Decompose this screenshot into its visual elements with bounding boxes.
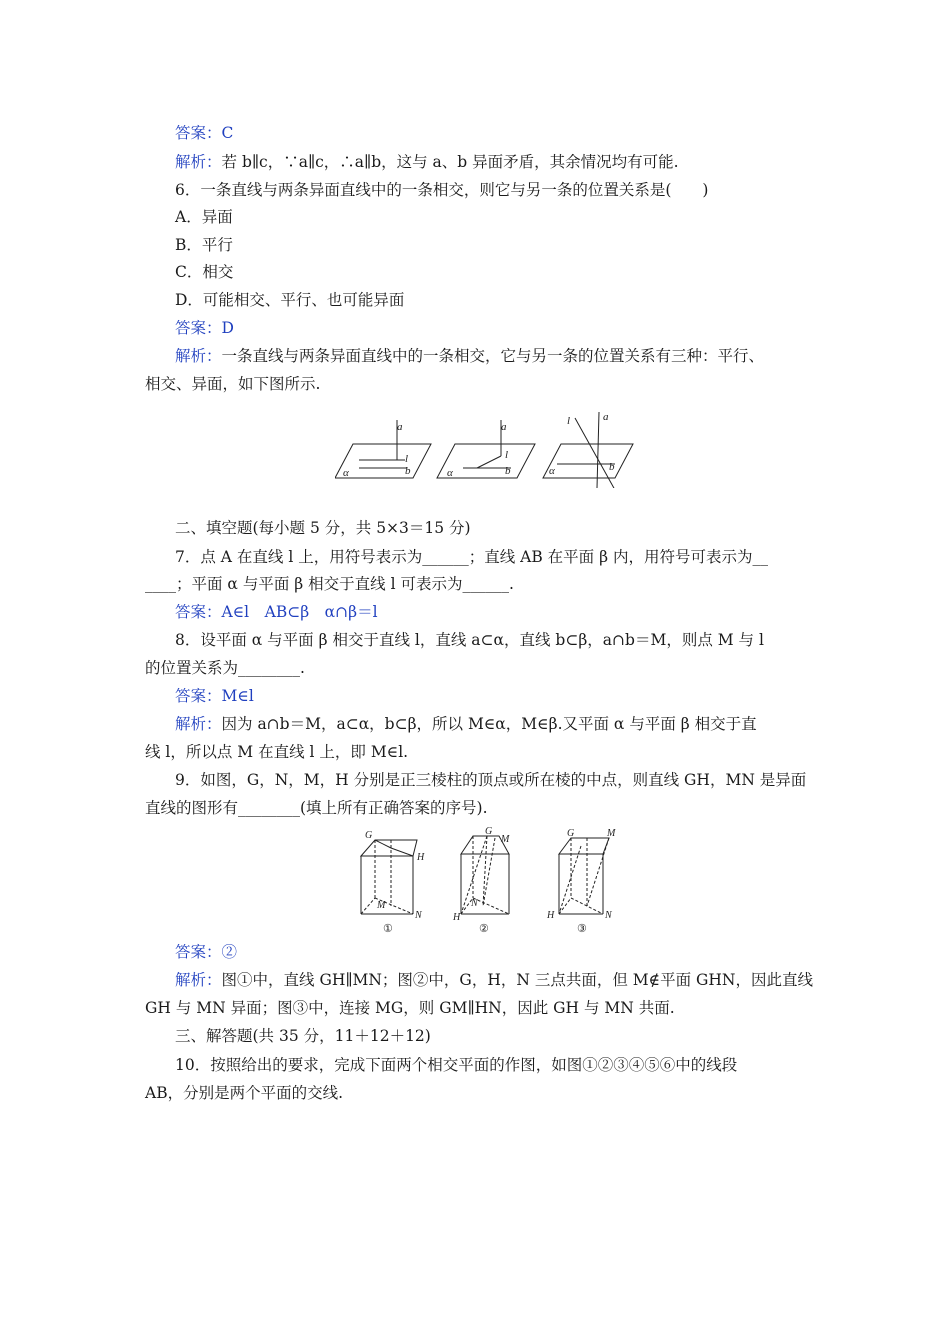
label-h: H (547, 910, 555, 921)
question-9: 9．如图，G，N，M，H 分别是正三棱柱的顶点或所在棱的中点，则直线 GH，MN 是异面 (175, 771, 807, 789)
label-g: G (567, 828, 575, 839)
line-a-3 (597, 412, 599, 488)
analysis-label: 解析： (175, 347, 222, 365)
line-l-2 (477, 456, 501, 468)
answer-8: 答案：M∈l (175, 687, 254, 705)
analysis-label: 解析： (175, 971, 222, 989)
section-solve: 三、解答题(共 35 分，11＋12＋12) (175, 1027, 431, 1045)
analysis-6 (175, 346, 764, 366)
analysis-text: 一条直线与两条异面直线中的一条相交，它与另一条的位置关系有三种：平行、 (221, 347, 765, 365)
figure-prisms (355, 826, 635, 938)
question-8-cont: 的位置关系为________. (145, 659, 305, 677)
label-m: M (501, 834, 510, 845)
option-b: B．平行 (175, 236, 233, 254)
analysis-label: 解析： (175, 153, 222, 171)
question-7: 7．点 A 在直线 l 上，用符号表示为______；直线 AB 在平面 β 内，用符号可表示为__ (175, 548, 768, 566)
label-b: b (405, 465, 411, 477)
label-b: b (609, 461, 615, 473)
plane-1 (335, 444, 431, 478)
option-d: D．可能相交、平行、也可能异面 (175, 291, 405, 309)
question-10: 10．按照给出的要求，完成下面两个相交平面的作图，如图①②③④⑤⑥中的线段 (175, 1056, 738, 1074)
analysis-9 (175, 970, 813, 990)
label-h: H (417, 852, 425, 863)
answer-7: 答案：A∈l AB⊂β α∩β＝l (175, 603, 378, 621)
question-9-cont: 直线的图形有________(填上所有正确答案的序号). (145, 799, 488, 817)
label-a: a (603, 411, 609, 423)
section-fill-blank: 二、填空题(每小题 5 分，共 5×3＝15 分) (175, 519, 471, 537)
label-alpha: α (447, 467, 453, 479)
analysis-8 (175, 714, 757, 734)
label-m: M (607, 828, 616, 839)
label-alpha: α (343, 467, 349, 479)
prism-3-top (559, 838, 609, 854)
label-m: M (377, 900, 386, 911)
label-n: N (605, 910, 612, 921)
answer-6: 答案：D (175, 319, 234, 337)
figure-lines-planes (335, 408, 635, 488)
analysis-6-cont: 相交、异面，如下图所示. (145, 375, 321, 393)
analysis-5 (175, 152, 679, 172)
label-b: b (505, 465, 511, 477)
prism-1-top (361, 840, 417, 856)
label-n: N (415, 910, 422, 921)
label-a: a (397, 421, 403, 433)
answer-5: 答案：C (175, 124, 234, 142)
label-l: l (567, 415, 571, 427)
figure-number-1: ① (383, 923, 393, 935)
analysis-9-cont: GH 与 MN 异面；图③中，连接 MG，则 GM∥HN，因此 GH 与 MN 共面. (145, 999, 675, 1017)
label-n: N (471, 898, 478, 909)
answer-9: 答案：② (175, 943, 238, 961)
label-g: G (365, 830, 373, 841)
analysis-text: 若 b∥c，∵a∥c，∴a∥b，这与 a、b 异面矛盾，其余情况均有可能. (221, 153, 679, 171)
option-a: A．异面 (175, 208, 233, 226)
label-l: l (505, 449, 509, 461)
label-g: G (485, 826, 493, 837)
question-8: 8．设平面 α 与平面 β 相交于直线 l，直线 a⊂α，直线 b⊂β，a∩b＝M，则点 M 与 l (175, 631, 764, 649)
option-c: C．相交 (175, 263, 234, 281)
question-7-cont: ____；平面 α 与平面 β 相交于直线 l 可表示为______. (145, 575, 514, 593)
label-alpha: α (549, 465, 555, 477)
label-h: H (453, 912, 461, 923)
figure-number-3: ③ (577, 923, 587, 935)
analysis-text: 图①中，直线 GH∥MN；图②中，G，H，N 三点共面，但 M∉平面 GHN，因此直线 (221, 971, 813, 989)
plane-3 (543, 444, 633, 478)
analysis-8-cont: 线 l，所以点 M 在直线 l 上，即 M∈l. (145, 743, 409, 761)
analysis-text: 因为 a∩b＝M，a⊂α，b⊂β，所以 M∈α，M∈β.又平面 α 与平面 β 相交于直 (221, 715, 757, 733)
figure-number-2: ② (479, 923, 489, 935)
label-a: a (501, 421, 507, 433)
question-10-cont: AB，分别是两个平面的交线. (145, 1084, 344, 1102)
label-l: l (405, 453, 409, 465)
question-6: 6．一条直线与两条异面直线中的一条相交，则它与另一条的位置关系是( ) (175, 181, 709, 199)
analysis-label: 解析： (175, 715, 222, 733)
